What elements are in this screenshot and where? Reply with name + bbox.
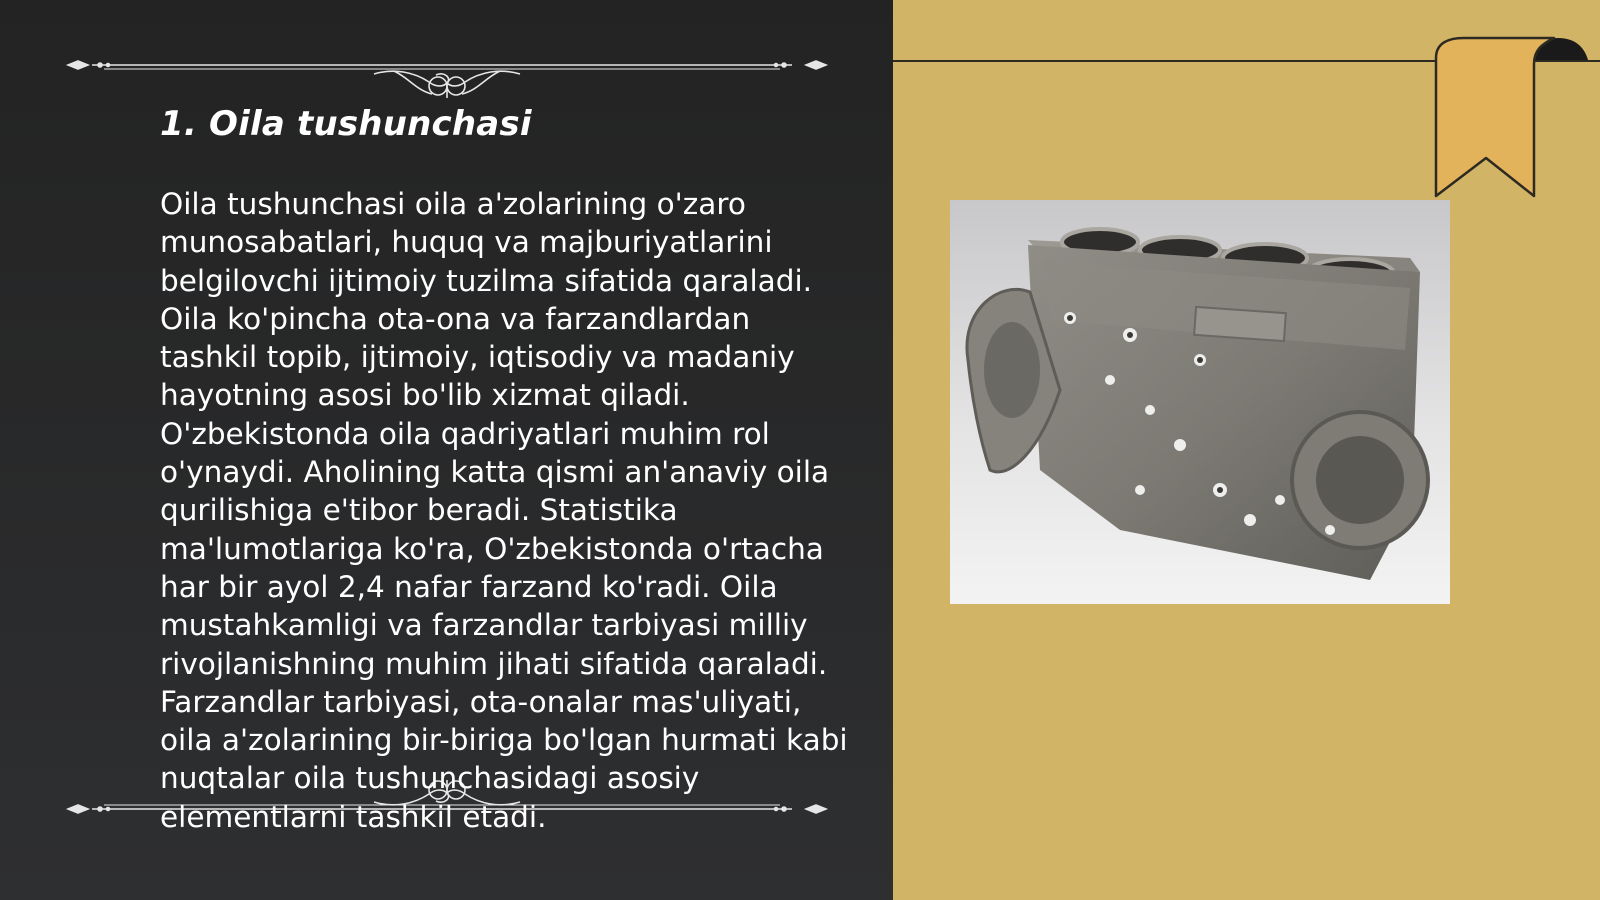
top-decorative-divider-icon	[64, 38, 830, 98]
bookmark-ribbon-icon	[1434, 36, 1594, 198]
slide-body-text: Oila tushunchasi oila a'zolarining o'zaro munosabatlari, huquq va majburiyatlarini belgilovchi ijtimoiy tuzilma sifatida qaraladi. Oila ko'pincha ota-ona va farzandlardan tashkil topib, ijtimoiy, iqtisodiy va madaniy hayotning asosi bo'lib xizmat qiladi. O'zbekistonda oila qadriyatlari muhim rol o'ynaydi. Aholining katta qismi an'anaviy oila qurilishiga e'tibor beradi. Statistika ma'lumotlariga ko'ra, O'zbekistonda o'rtacha har bir ayol 2,4 nafar farzand ko'radi. Oila mustahkamligi va farzandlar tarbiyasi milliy rivojlanishning muhim jihati sifatida qaraladi. Farzandlar tarbiyasi, ota-onalar mas'uliyati, oila a'zolarining bir-biriga bo'lgan hurmati kabi nuqtalar oila tushunchasidagi asosiy elementlarni tashkil etadi.	[160, 187, 848, 834]
slide-title: 1. Oila tushunchasi	[160, 104, 532, 144]
engine-block-photo	[950, 200, 1450, 604]
